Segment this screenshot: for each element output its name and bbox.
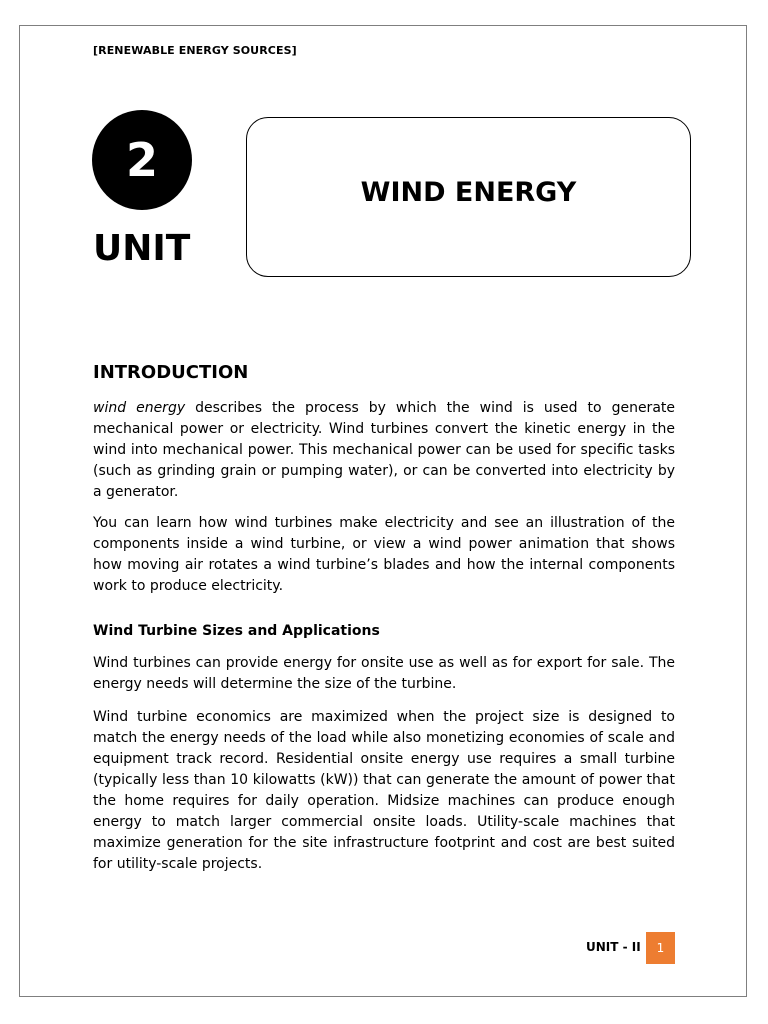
chapter-title-box <box>246 117 691 277</box>
sizes-paragraph-2: Wind turbine economics are maximized when the project size is designed to match the energy needs of the load while also monetizing economies of scale and equipment track record. Residential onsite energy use requires a small turbine (typically less than 10 kilowatts (kW)) that can generate the amount of power that the home requires for daily operation. Midsize machines can produce enough energy to match larger commercial onsite loads. Utility-scale machines that maximize generation for the site infrastructure footprint and cost are best suited for utility-scale projects. <box>93 709 675 872</box>
sizes-heading: Wind Turbine Sizes and Applications <box>93 623 380 639</box>
chapter-title: WIND ENERGY <box>360 176 577 208</box>
page-number-badge <box>646 932 675 964</box>
sizes-paragraph-1: Wind turbines can provide energy for onsite use as well as for export for sale. The energy needs will determine the size of the turbine. <box>93 655 675 692</box>
running-header: [RENEWABLE ENERGY SOURCES] <box>93 44 297 57</box>
introduction-heading: INTRODUCTION <box>93 362 249 383</box>
page-number: 1 <box>656 941 665 955</box>
unit-number: 2 <box>125 133 158 187</box>
intro-paragraph-1-text: describes the process by which the wind is used to generate mechanical power or electricity. Wind turbines convert the kinetic energy in the wind into mechanical power. This mechanical power can be used for specific tasks (such as grinding grain or pumping water), or can be converted into electricity by a generator. <box>93 400 675 500</box>
unit-number-badge <box>92 110 192 210</box>
footer-unit-label: UNIT - II <box>586 940 641 954</box>
intro-paragraph-1 <box>93 398 675 503</box>
unit-label: UNIT <box>93 228 191 269</box>
intro-paragraph-2: You can learn how wind turbines make electricity and see an illustration of the components inside a wind turbine, or view a wind power animation that shows how moving air rotates a wind turbine’s blades and how the internal components work to produce electricity. <box>93 515 675 594</box>
intro-lead-term: wind energy <box>93 400 186 416</box>
